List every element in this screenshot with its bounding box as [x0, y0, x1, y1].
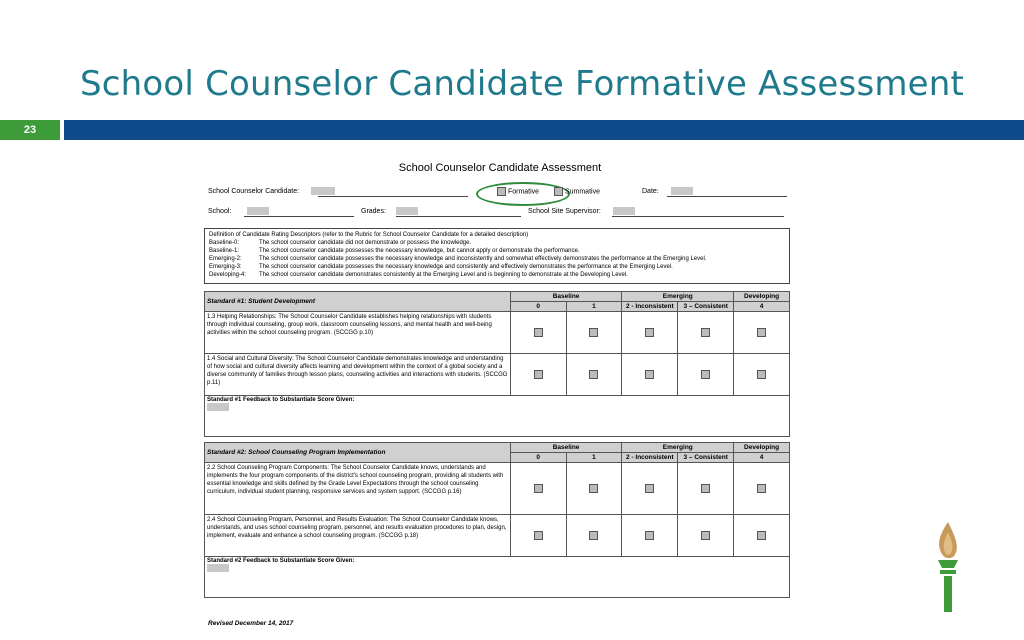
- candidate-field: [208, 187, 335, 195]
- score-checkbox[interactable]: [757, 328, 766, 337]
- score-cell: [622, 515, 678, 557]
- summative-checkbox[interactable]: [554, 187, 563, 196]
- score-checkbox[interactable]: [589, 531, 598, 540]
- supervisor-label: School Site Supervisor:: [528, 207, 601, 215]
- table-row: [205, 312, 790, 354]
- feedback-row: [205, 396, 790, 437]
- score-checkbox[interactable]: [645, 484, 654, 493]
- definition-code: Developing-4:: [209, 272, 247, 278]
- date-underline: [667, 196, 787, 197]
- score-4-header: 4: [734, 453, 790, 463]
- definition-row: [209, 271, 785, 279]
- score-checkbox[interactable]: [589, 484, 598, 493]
- score-cell: [566, 515, 622, 557]
- score-4-header: 4: [734, 302, 790, 312]
- score-2-header: 2 - Inconsistent: [622, 302, 678, 312]
- supervisor-underline: [612, 216, 784, 217]
- date-label: Date:: [642, 187, 659, 195]
- definition-text: The school counselor candidate demonstrates consistently at the Emerging Level and is beginning to demonstrate at the Developing Level.: [259, 272, 628, 278]
- school-underline: [244, 216, 354, 217]
- feedback-input[interactable]: [207, 403, 229, 411]
- grades-underline: [396, 216, 521, 217]
- grades-input[interactable]: [396, 207, 418, 215]
- score-checkbox[interactable]: [645, 370, 654, 379]
- score-cell: [678, 463, 734, 515]
- grades-field: [361, 207, 418, 215]
- developing-header: Developing: [734, 292, 790, 302]
- developing-header: Developing: [734, 443, 790, 453]
- definition-text: The school counselor candidate possesses the necessary knowledge and consistently and effectively demonstrates the performance at the Emerging Level.: [259, 264, 673, 270]
- score-checkbox[interactable]: [534, 531, 543, 540]
- formative-checkbox[interactable]: [497, 187, 506, 196]
- slide-title: School Counselor Candidate Formative Assessment: [80, 64, 965, 104]
- definition-text: The school counselor candidate possesses the necessary knowledge, but cannot apply or demonstrate the performance.: [259, 248, 580, 254]
- baseline-header: Baseline: [510, 443, 622, 453]
- score-2-header: 2 - Inconsistent: [622, 453, 678, 463]
- score-cell: [622, 312, 678, 354]
- emerging-header: Emerging: [622, 443, 734, 453]
- formative-option[interactable]: [497, 187, 539, 196]
- score-cell: [734, 312, 790, 354]
- table-row: [205, 354, 790, 396]
- score-3-header: 3 – Consistent: [678, 453, 734, 463]
- standard-1-feedback[interactable]: [205, 396, 790, 437]
- date-input[interactable]: [671, 187, 693, 195]
- definition-row: [209, 255, 785, 263]
- standard-2-title: Standard #2: School Counseling Program Implementation: [205, 443, 511, 463]
- date-field: [642, 187, 693, 195]
- score-cell: [566, 312, 622, 354]
- school-label: School:: [208, 207, 232, 215]
- table-row: [205, 463, 790, 515]
- header-bar: [64, 120, 1024, 140]
- torch-logo-icon: [930, 520, 966, 614]
- criterion-1-4: 1.4 Social and Cultural Diversity: The School Counselor Candidate demonstrates knowledge and understanding of how social and cultural diversity affects learning and development within the context of a global society and a diverse community of families through lesson plans, counseling activities and interactions with students. (SCCGG p.11): [205, 354, 511, 396]
- score-0-header: 0: [510, 453, 566, 463]
- score-cell: [510, 515, 566, 557]
- candidate-label: School Counselor Candidate:: [208, 187, 300, 195]
- definition-row: [209, 239, 785, 247]
- score-cell: [678, 515, 734, 557]
- definition-text: The school counselor candidate possesses the necessary knowledge and inconsistently and somewhat effectively demonstrates the performance at the Emerging Level.: [259, 256, 707, 262]
- score-checkbox[interactable]: [701, 328, 710, 337]
- score-checkbox[interactable]: [534, 484, 543, 493]
- score-cell: [734, 354, 790, 396]
- criterion-2-2: 2.2 School Counseling Program Components: The School Counselor Candidate knows, understands and implements the four program components of the district's school counseling program, providing all students with essential knowledge and skills defined by the Grade Level Expectations through the school counseling curriculum, individual student planning, responsive services and system support. (SCCGG p.16): [205, 463, 511, 515]
- score-cell: [734, 463, 790, 515]
- score-cell: [678, 312, 734, 354]
- score-checkbox[interactable]: [701, 484, 710, 493]
- score-checkbox[interactable]: [757, 370, 766, 379]
- revised-date: Revised December 14, 2017: [208, 620, 294, 627]
- definition-code: Emerging-3:: [209, 264, 242, 270]
- criterion-2-4: 2.4 School Counseling Program, Personnel, and Results Evaluation: The School Counselor Candidate knows, understands, and uses school counseling program, personnel, and results evaluation procedures to plan, design, implement, evaluate and enhance a school counseling program. (SCCGG p.18): [205, 515, 511, 557]
- standard-1-table: [204, 291, 790, 437]
- summative-label: Summative: [564, 188, 600, 196]
- feedback-row: [205, 557, 790, 598]
- supervisor-field: [528, 207, 635, 215]
- definitions-heading: Definition of Candidate Rating Descriptors (refer to the Rubric for School Counselor Candidate for a detailed description): [209, 232, 529, 238]
- score-checkbox[interactable]: [645, 531, 654, 540]
- feedback-input[interactable]: [207, 564, 229, 572]
- score-cell: [510, 312, 566, 354]
- score-cell: [510, 354, 566, 396]
- score-3-header: 3 – Consistent: [678, 302, 734, 312]
- definition-row: [209, 263, 785, 271]
- definition-code: Baseline-0:: [209, 240, 240, 246]
- formative-label: Formative: [507, 188, 540, 196]
- definition-row: [209, 247, 785, 255]
- score-checkbox[interactable]: [645, 328, 654, 337]
- document-title: School Counselor Candidate Assessment: [398, 162, 602, 174]
- candidate-underline: [318, 196, 468, 197]
- criterion-1-3: 1.3 Helping Relationships: The School Counselor Candidate establishes helping relationships with students through individual counseling, group work, classroom counseling lessons, and mental health and well-being activities within the school counseling program. (SCCGG p.10): [205, 312, 511, 354]
- score-checkbox[interactable]: [701, 370, 710, 379]
- feedback-label: Standard #1 Feedback to Substantiate Score Given:: [207, 397, 355, 403]
- score-checkbox[interactable]: [534, 328, 543, 337]
- score-1-header: 1: [566, 453, 622, 463]
- standard-2-table: [204, 442, 790, 598]
- definition-text: The school counselor candidate did not demonstrate or possess the knowledge.: [259, 240, 472, 246]
- score-cell: [622, 463, 678, 515]
- score-checkbox[interactable]: [701, 531, 710, 540]
- header-row: [205, 443, 790, 453]
- score-cell: [734, 515, 790, 557]
- score-checkbox[interactable]: [534, 370, 543, 379]
- score-checkbox[interactable]: [757, 531, 766, 540]
- score-checkbox[interactable]: [589, 328, 598, 337]
- definition-code: Baseline-1:: [209, 248, 240, 254]
- score-cell: [678, 354, 734, 396]
- supervisor-input[interactable]: [613, 207, 635, 215]
- feedback-label: Standard #2 Feedback to Substantiate Score Given:: [207, 558, 355, 564]
- score-checkbox[interactable]: [757, 484, 766, 493]
- score-cell: [566, 463, 622, 515]
- header-row: [205, 292, 790, 302]
- score-1-header: 1: [566, 302, 622, 312]
- school-input[interactable]: [247, 207, 269, 215]
- standard-2-feedback[interactable]: [205, 557, 790, 598]
- score-checkbox[interactable]: [589, 370, 598, 379]
- table-row: [205, 515, 790, 557]
- assessment-document: [200, 160, 800, 638]
- score-0-header: 0: [510, 302, 566, 312]
- score-cell: [622, 354, 678, 396]
- standard-1-title: Standard #1: Student Development: [205, 292, 511, 312]
- rating-definitions: [204, 228, 790, 284]
- baseline-header: Baseline: [510, 292, 622, 302]
- emerging-header: Emerging: [622, 292, 734, 302]
- score-cell: [566, 354, 622, 396]
- definition-code: Emerging-2:: [209, 256, 242, 262]
- slide-number: 23: [0, 120, 60, 140]
- summative-option[interactable]: [554, 187, 600, 196]
- candidate-input[interactable]: [311, 187, 335, 195]
- grades-label: Grades:: [361, 207, 386, 215]
- score-cell: [510, 463, 566, 515]
- school-field: [208, 207, 269, 215]
